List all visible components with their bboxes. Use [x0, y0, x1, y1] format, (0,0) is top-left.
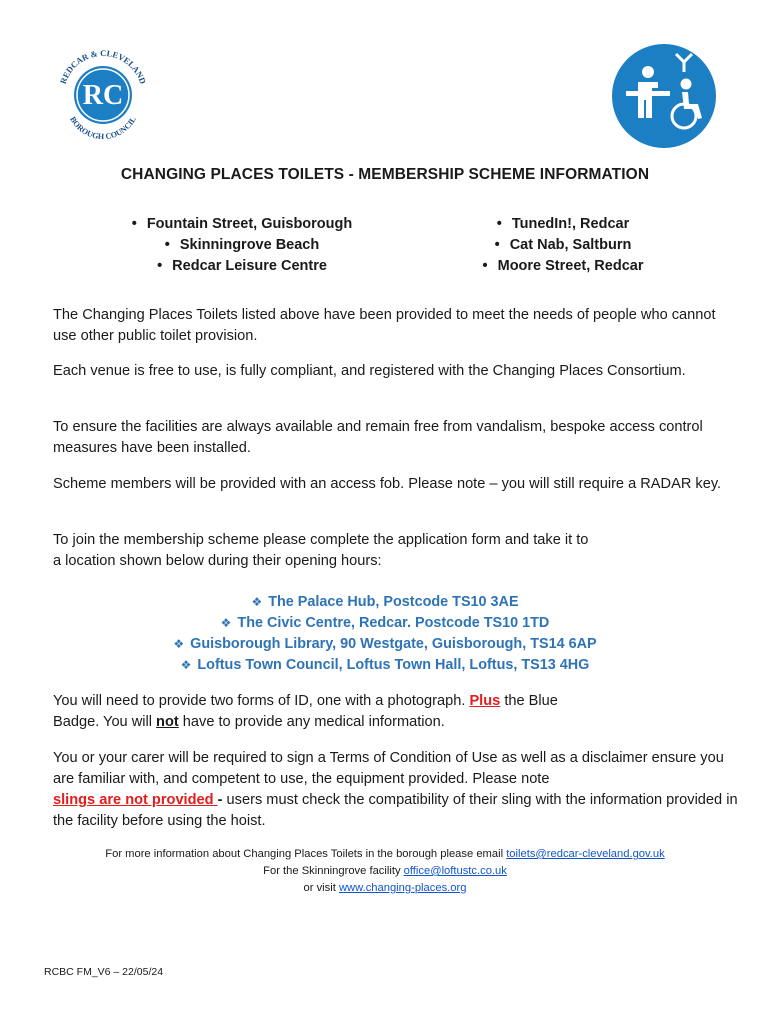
id-paragraph [53, 691, 693, 733]
location-item [92, 256, 392, 277]
venue-item [0, 613, 770, 634]
location-item [448, 214, 678, 235]
diamond-bullet-icon: ❖ [220, 616, 232, 630]
venue-item [0, 592, 770, 613]
logo-text-top: REDCAR & CLEVELAND [57, 47, 149, 86]
diamond-bullet-icon: ❖ [251, 595, 263, 609]
paragraph-text [53, 748, 743, 832]
access-control-paragraph [53, 417, 743, 459]
bullet-icon: • [164, 237, 170, 253]
bullet-icon: • [494, 237, 500, 253]
venue-free-paragraph [53, 361, 743, 382]
page-title: CHANGING PLACES TOILETS - MEMBERSHIP SCHEME INFORMATION [120, 166, 650, 183]
location-item [92, 235, 392, 256]
logo-monogram: RC [82, 80, 124, 111]
text-run: Badge. You will [53, 714, 157, 730]
location-label: Redcar Leisure Centre [172, 258, 327, 274]
bullet-icon: • [496, 216, 502, 232]
council-email-link[interactable]: toilets@redcar-cleveland.gov.uk [506, 848, 665, 860]
diamond-bullet-icon: ❖ [180, 658, 192, 672]
paragraph-text: To ensure the facilities are always available and remain free from vandalism, bespoke access control measures have been installed. [53, 419, 703, 456]
not-emphasis: not [156, 714, 179, 730]
contact-line [0, 846, 770, 863]
contact-line [0, 880, 770, 897]
contact-info [0, 846, 770, 897]
venue-label: Loftus Town Council, Loftus Town Hall, Loftus, TS13 4HG [197, 657, 590, 673]
bullet-icon: • [157, 258, 163, 274]
changing-places-hoist-icon [612, 44, 716, 148]
paragraph-text [53, 530, 743, 572]
venue-item [0, 634, 770, 655]
carer-paragraph [53, 748, 743, 832]
toilet-locations [0, 214, 770, 284]
bullet-icon: • [131, 216, 137, 232]
contact-text: For more information about Changing Places Toilets in the borough please email [105, 848, 507, 860]
location-label: Moore Street, Redcar [497, 258, 644, 274]
venue-list [0, 592, 770, 676]
text-run: the Blue [500, 693, 558, 709]
paragraph-line: a location shown below during their opening hours: [53, 553, 382, 569]
location-label: Fountain Street, Guisborough [146, 216, 353, 232]
venue-label: Guisborough Library, 90 Westgate, Guisborough, TS14 6AP [190, 636, 597, 652]
document-reference: RCBC FM_V6 – 22/05/24 [44, 966, 164, 978]
locations-left-column [92, 214, 392, 277]
paragraph-text: Each venue is free to use, is fully compliant, and registered with the Changing Places Consortium. [53, 363, 686, 379]
logo-text-bottom: BOROUGH COUNCIL [68, 115, 138, 142]
location-label: Skinningrove Beach [179, 237, 320, 253]
contact-text: or visit [303, 882, 339, 894]
location-label: TunedIn!, Redcar [511, 216, 630, 232]
text-run: You will need to provide two forms of ID, one with a photograph. [53, 693, 470, 709]
location-label: Cat Nab, Saltburn [509, 237, 632, 253]
contact-line [0, 863, 770, 880]
text-run: You or your carer will be required to sign a Terms of Condition of Use as well as a disclaimer ensure you are familiar with, and competent to use, the equipment provided. Please note [53, 750, 724, 787]
council-logo [52, 44, 154, 146]
paragraph-text: Scheme members will be provided with an access fob. Please note – you will still require a RADAR key. [53, 476, 722, 492]
bullet-icon: • [482, 258, 488, 274]
location-item [92, 214, 392, 235]
venue-label: The Civic Centre, Redcar. Postcode TS10 1TD [237, 615, 550, 631]
contact-text: For the Skinningrove facility [263, 865, 404, 877]
loftus-email-link[interactable]: office@loftustc.co.uk [403, 865, 507, 877]
paragraph-text [53, 691, 693, 733]
changing-places-website-link[interactable]: www.changing-places.org [338, 882, 467, 894]
text-run: users must check the compatibility of their sling with the information provided in the facility before using the hoist. [53, 792, 738, 829]
location-item [448, 256, 678, 277]
slings-warning: slings are not provided [53, 792, 218, 808]
diamond-bullet-icon: ❖ [173, 637, 185, 651]
fob-paragraph [53, 474, 743, 495]
paragraph-line: To join the membership scheme please complete the application form and take it to [53, 532, 589, 548]
paragraph-text: The Changing Places Toilets listed above have been provided to meet the needs of people who cannot use other public toilet provision. [53, 307, 716, 344]
intro-paragraph [53, 305, 743, 347]
venue-label: The Palace Hub, Postcode TS10 3AE [268, 594, 519, 610]
plus-emphasis: Plus [469, 693, 501, 709]
location-item [448, 235, 678, 256]
venue-item [0, 655, 770, 676]
text-run: - [217, 792, 223, 808]
locations-right-column [448, 214, 678, 277]
join-paragraph [53, 530, 743, 572]
text-run: have to provide any medical information. [178, 714, 445, 730]
